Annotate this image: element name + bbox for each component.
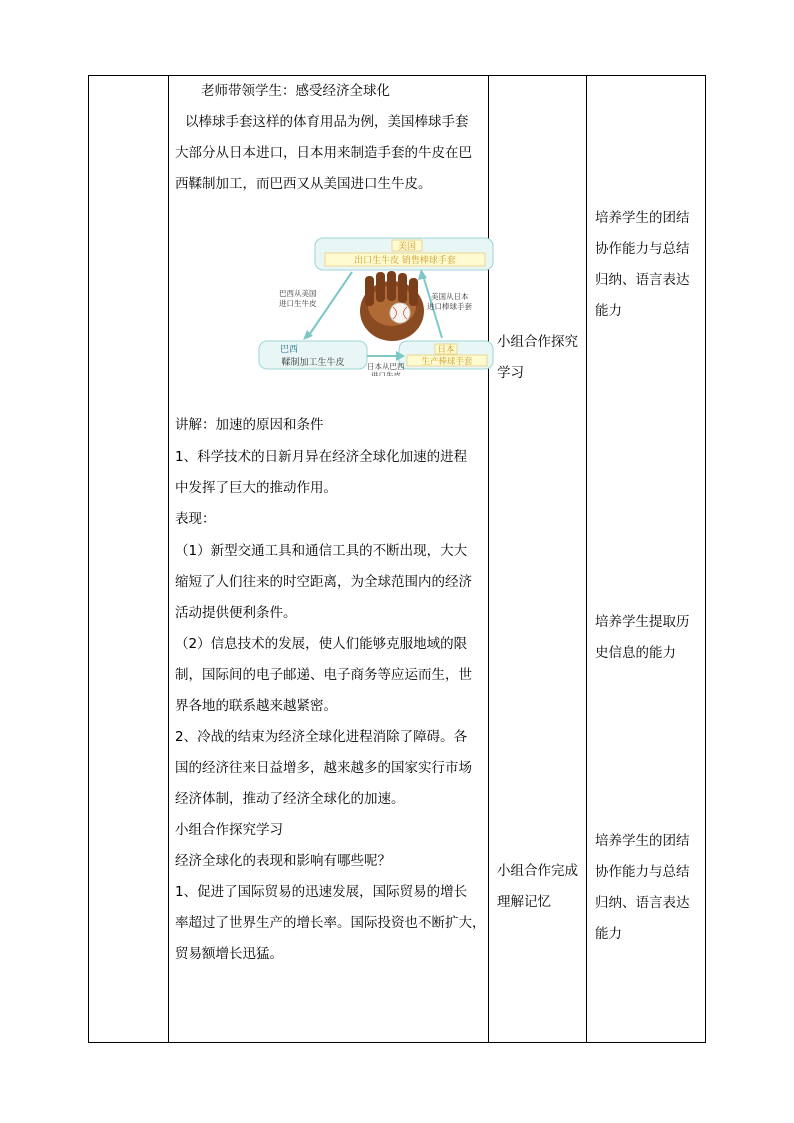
arrow-right-label: 美国从日本 [431,292,469,301]
activity-text: 理解记忆 [497,894,551,910]
arrow-head [418,269,427,280]
content-line: 经济体制，推动了经济全球化的加速。 [175,791,405,807]
content-line: 活动提供便利条件。 [175,605,297,621]
content-line: 率超过了世界生产的增长率。国际投资也不断扩大， [175,915,486,931]
content-line: 界各地的联系越来越紧密。 [175,698,337,714]
usa-title: 美国 [397,242,417,252]
baseball-glove-icon [360,271,424,341]
content-line: 贸易额增长迅猛。 [175,946,283,962]
trade-diagram [257,236,497,376]
content-line: 国的经济往来日益增多，越来越多的国家实行市场 [175,760,472,776]
intent-text: 归纳、语言表达 [595,272,690,288]
content-line: 讲解：加速的原因和条件 [175,417,324,433]
trade-diagram-svg [257,236,497,376]
activity-text: 学习 [497,365,524,381]
intent-text: 协作能力与总结 [595,241,690,257]
content-line: （2）信息技术的发展，使人们能够克服地域的限 [175,636,468,652]
activity-text: 小组合作探究 [497,334,578,350]
intent-text: 归纳、语言表达 [595,895,690,911]
teaching-content-column [169,76,489,1042]
arrow-right-label: 进口棒球手套 [427,302,472,311]
activity-text: 小组合作完成 [497,863,578,879]
intent-text: 培养学生的团结 [595,210,690,226]
content-line: （1）新型交通工具和通信工具的不断出现，大大 [175,543,468,559]
arrow-left-label: 巴西从美国 [279,289,317,298]
intent-text: 史信息的能力 [595,645,676,661]
brazil-text: 鞣制加工生牛皮 [281,358,345,368]
content-line: 2、冷战的结束为经济全球化进程消除了障碍。各 [175,729,468,745]
content-line: 制，国际间的电子邮递、电子商务等应运而生，世 [175,667,472,683]
japan-text: 生产棒球手套 [421,357,473,367]
intent-text: 培养学生的团结 [595,833,690,849]
content-line: 1、科学技术的日新月异在经济全球化加速的进程 [175,449,468,465]
arrow-left-label: 进口生牛皮 [279,299,317,308]
intent-text: 能力 [595,926,622,942]
intro-line: 大部分从日本进口，日本用来制造手套的牛皮在巴 [175,145,472,161]
intent-text: 协作能力与总结 [595,864,690,880]
usa-text: 出口生牛皮 销售棒球手套 [354,256,456,266]
design-intent-column [587,76,707,1042]
brazil-title: 巴西 [279,345,299,355]
content-line: 中发挥了巨大的推动作用。 [175,480,337,496]
arrow-bottom-label: 进口牛皮 [371,371,401,376]
intro-line: 以棒球手套这样的体育用品为例，美国棒球手套 [185,114,469,130]
arrow-bottom-label: 日本从巴西 [367,362,405,371]
content-line: 小组合作探究学习 [175,822,283,838]
content-line: 表现： [175,511,216,527]
intro-title: 老师带领学生：感受经济全球化 [201,83,390,99]
lesson-table [88,75,706,1043]
student-activity-column [489,76,587,1042]
content-line: 1、促进了国际贸易的迅速发展，国际贸易的增长 [175,884,468,900]
intent-text: 培养学生提取历 [595,614,690,630]
content-line: 缩短了人们往来的时空距离，为全球范围内的经济 [175,574,472,590]
intro-line: 西鞣制加工，而巴西又从美国进口生牛皮。 [175,176,432,192]
japan-title: 日本 [437,345,455,355]
intent-text: 能力 [595,303,622,319]
content-line: 经济全球化的表现和影响有哪些呢？ [175,853,391,869]
